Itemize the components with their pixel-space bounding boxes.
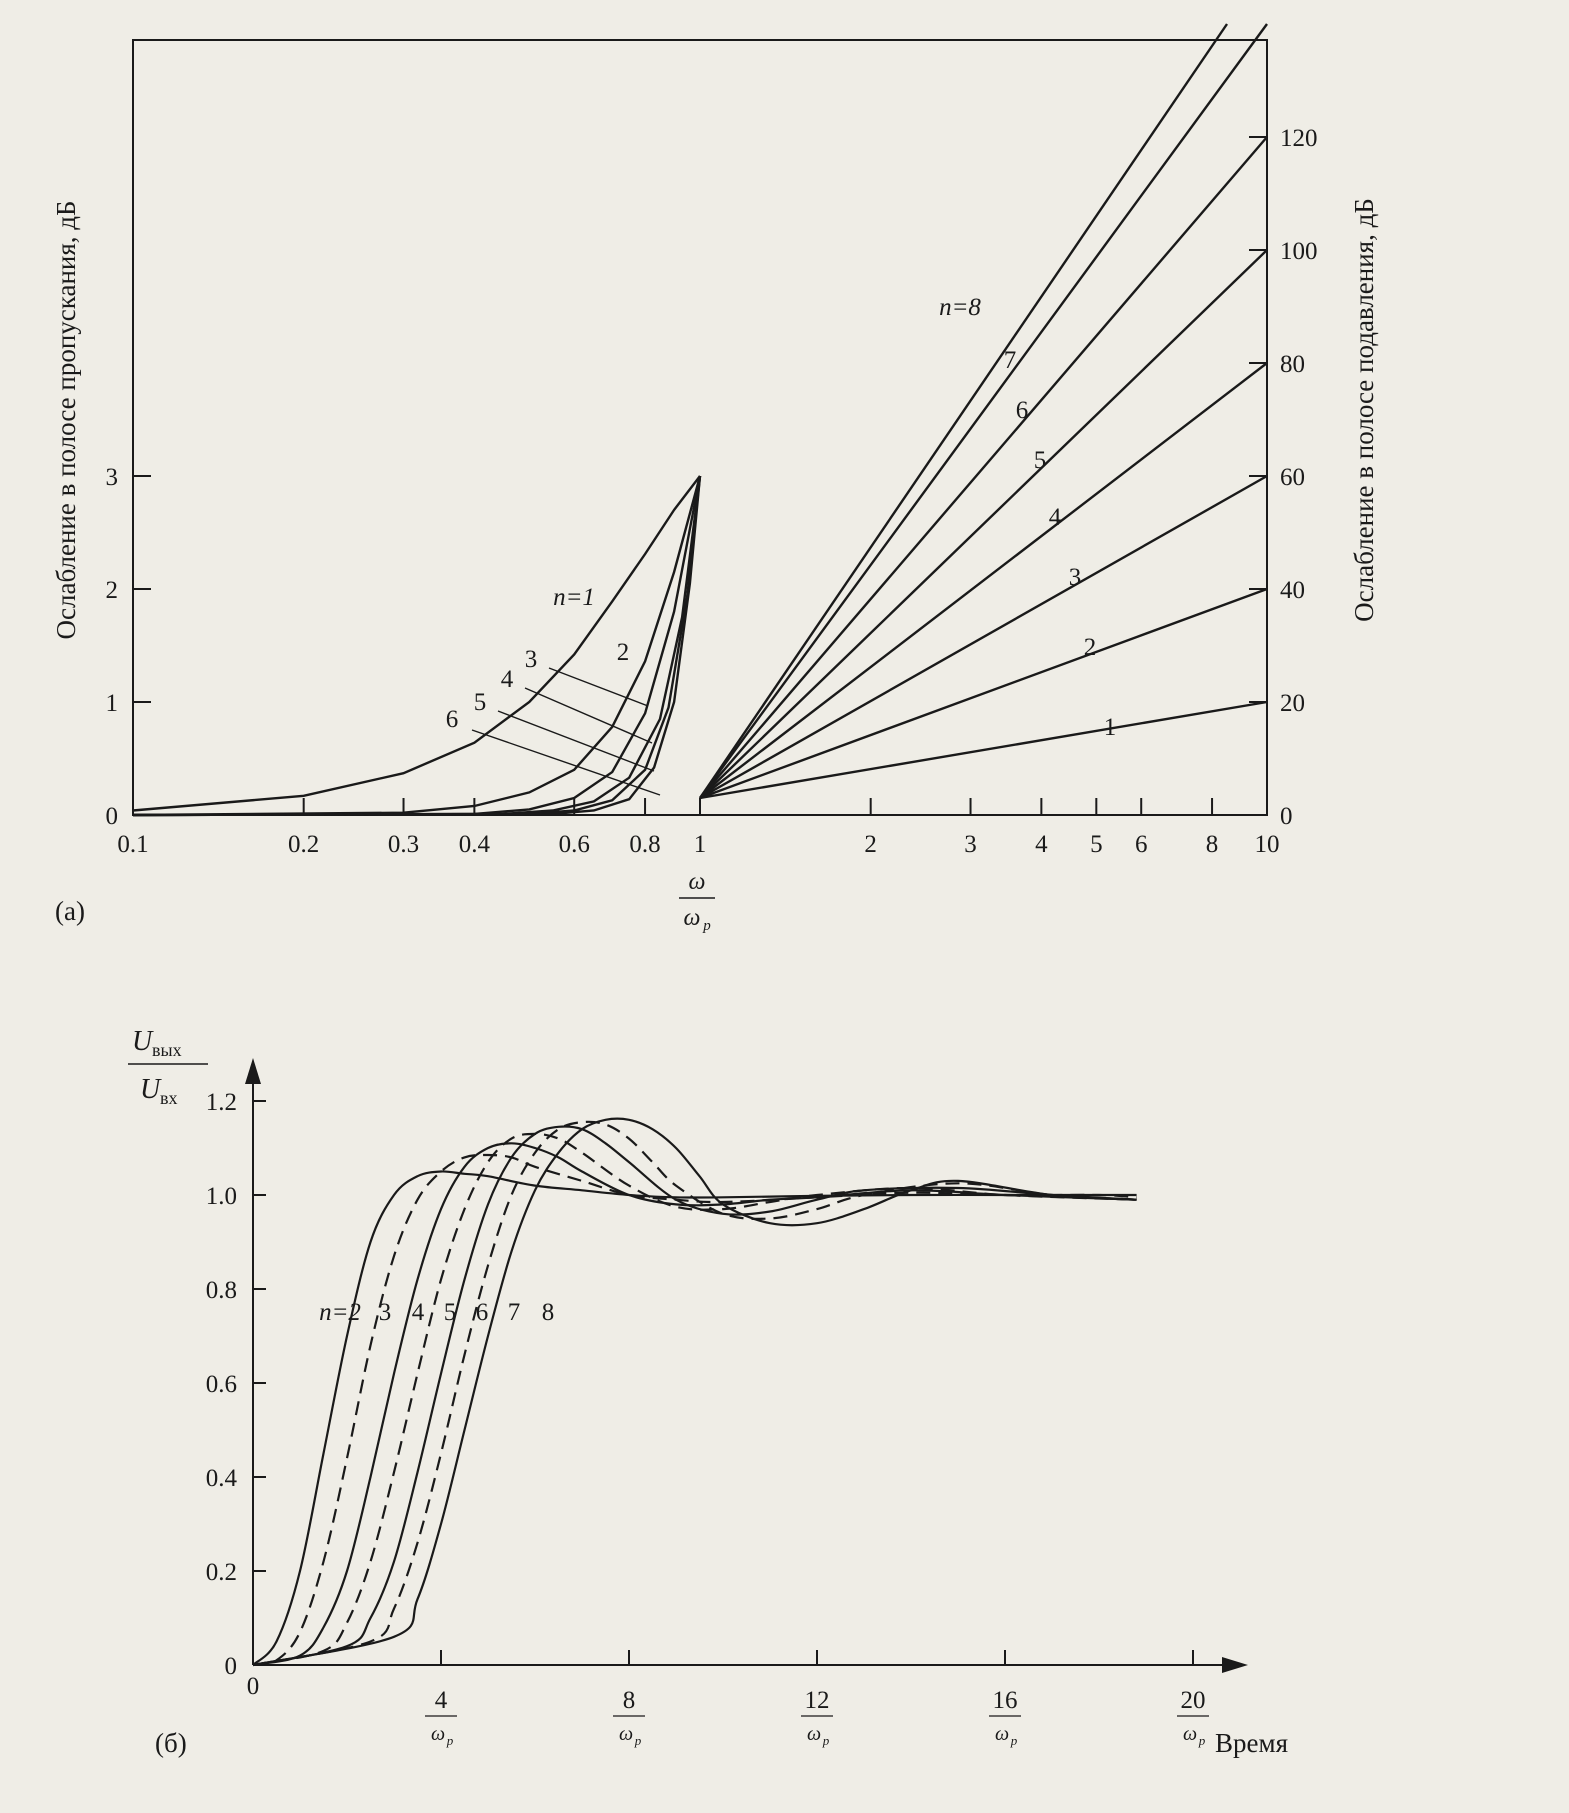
step-y-axis-numerator: U bbox=[132, 1026, 153, 1057]
step-y-tick-label: 1.2 bbox=[205, 1089, 237, 1116]
stopband-curve-label-n1: 1 bbox=[1103, 714, 1117, 741]
step-response-curves bbox=[253, 1119, 1137, 1665]
stopband-curve-label-n8: n=8 bbox=[939, 294, 981, 321]
stopband-curve-n2 bbox=[700, 589, 1267, 798]
frequency-x-tick-label: 0.1 bbox=[117, 831, 149, 858]
stopband-curve-label-n5: 5 bbox=[1033, 447, 1047, 474]
stopband-y-tick-label: 60 bbox=[1280, 464, 1305, 491]
frequency-x-ticks bbox=[117, 798, 1279, 858]
frequency-x-tick-label: 0.6 bbox=[558, 831, 590, 858]
passband-curve-label-n4: 4 bbox=[500, 666, 514, 693]
step-x-tick-numerator: 12 bbox=[804, 1687, 830, 1714]
stopband-y-tick-label: 120 bbox=[1280, 125, 1318, 152]
step-x-tick-denominator-sub: р bbox=[634, 1733, 642, 1748]
stopband-y-ticks bbox=[1249, 125, 1318, 830]
frequency-x-tick-label: 0.8 bbox=[629, 831, 661, 858]
stopband-curve-label-n4: 4 bbox=[1048, 504, 1062, 531]
frequency-x-tick-label: 1 bbox=[693, 831, 707, 858]
passband-curve-label-n2: 2 bbox=[616, 639, 630, 666]
frequency-x-tick-label: 0.2 bbox=[288, 831, 320, 858]
panel-a-label: (a) bbox=[55, 896, 85, 926]
stopband-curve-n6 bbox=[700, 137, 1267, 798]
stopband-curves bbox=[700, 24, 1267, 798]
stopband-curve-label-n7: 7 bbox=[1003, 347, 1017, 374]
stopband-y-tick-label: 40 bbox=[1280, 577, 1305, 604]
frequency-x-tick-label: 0.3 bbox=[387, 831, 420, 858]
stopband-y-axis-title: Ослабление в полосе подавления, дБ bbox=[1349, 198, 1379, 622]
step-curve-label-n4: 4 bbox=[411, 1299, 425, 1326]
step-curve-label-n3: 3 bbox=[378, 1299, 392, 1326]
stopband-curve-n7 bbox=[700, 24, 1267, 798]
passband-curve-n1 bbox=[133, 476, 700, 811]
step-curve-label-n7: 7 bbox=[507, 1299, 521, 1326]
panel-b-step-response-chart bbox=[128, 1026, 1288, 1758]
step-y-tick-label: 0 bbox=[224, 1653, 237, 1680]
stopband-curve-label-n6: 6 bbox=[1015, 397, 1029, 424]
passband-y-ticks bbox=[106, 464, 152, 830]
passband-curve-label-leader bbox=[525, 688, 652, 743]
step-y-axis-title bbox=[128, 1026, 208, 1108]
step-x-tick-denominator-sub: р bbox=[1198, 1733, 1206, 1748]
panel-a-frame bbox=[133, 40, 1267, 815]
passband-curve-n2 bbox=[133, 476, 700, 815]
step-x-tick-numerator: 16 bbox=[992, 1687, 1018, 1714]
passband-y-axis-title: Ослабление в полосе пропускания, дБ bbox=[51, 200, 81, 640]
step-x-tick-denominator: ω bbox=[430, 1723, 446, 1745]
step-x-tick-denominator: ω bbox=[806, 1723, 822, 1745]
step-curve-label-n6: 6 bbox=[475, 1299, 489, 1326]
step-curve-order-labels bbox=[319, 1299, 554, 1326]
step-x-tick-denominator: ω bbox=[618, 1723, 634, 1745]
frequency-x-tick-label: 2 bbox=[864, 831, 877, 858]
stopband-curve-n8 bbox=[700, 24, 1227, 798]
panel-a-attenuation-chart bbox=[51, 24, 1379, 934]
step-curve-label-n5: 5 bbox=[443, 1299, 457, 1326]
passband-curve-n3 bbox=[133, 476, 700, 815]
passband-y-tick-label: 2 bbox=[105, 577, 118, 604]
stopband-curve-n4 bbox=[700, 363, 1267, 798]
step-y-tick-label: 0.8 bbox=[205, 1277, 237, 1304]
passband-curve-n6 bbox=[133, 476, 700, 815]
frequency-x-tick-label: 10 bbox=[1254, 831, 1280, 858]
passband-y-tick-label: 1 bbox=[105, 690, 118, 717]
frequency-x-axis-numerator: ω bbox=[688, 869, 706, 895]
panel-b-label: (б) bbox=[155, 1728, 187, 1758]
step-y-axis-denominator: U bbox=[140, 1074, 161, 1105]
frequency-x-tick-label: 6 bbox=[1134, 831, 1148, 858]
passband-curve-label-n1: n=1 bbox=[553, 584, 595, 611]
step-y-tick-label: 0.6 bbox=[205, 1371, 237, 1398]
passband-curve-label-n3: 3 bbox=[524, 646, 538, 673]
passband-curve-n4 bbox=[133, 476, 700, 815]
step-x-tick-denominator-sub: р bbox=[1010, 1733, 1018, 1748]
step-y-tick-label: 1.0 bbox=[205, 1183, 237, 1210]
step-y-axis-denominator-sub: вх bbox=[160, 1088, 178, 1108]
stopband-y-tick-label: 80 bbox=[1280, 351, 1305, 378]
step-curve-label-n2: n=2 bbox=[319, 1299, 361, 1326]
step-y-ticks bbox=[206, 1089, 266, 1680]
frequency-x-tick-label: 3 bbox=[964, 831, 977, 858]
frequency-x-axis-denominator: ω bbox=[683, 905, 701, 931]
step-y-axis-numerator-sub: вых bbox=[152, 1040, 182, 1060]
passband-y-tick-label: 3 bbox=[105, 464, 118, 491]
passband-curve-label-n5: 5 bbox=[473, 689, 487, 716]
frequency-x-axis-title bbox=[679, 869, 715, 934]
stopband-y-tick-label: 20 bbox=[1280, 690, 1305, 717]
frequency-x-tick-label: 8 bbox=[1205, 831, 1219, 858]
passband-curve-label-n6: 6 bbox=[445, 706, 459, 733]
step-y-tick-label: 0.2 bbox=[205, 1559, 237, 1586]
step-x-axis-arrow-icon bbox=[1222, 1657, 1248, 1673]
step-x-tick-denominator-sub: р bbox=[446, 1733, 454, 1748]
step-x-tick-denominator-sub: р bbox=[822, 1733, 830, 1748]
step-curve-label-n8: 8 bbox=[541, 1299, 555, 1326]
step-x-tick-numerator: 8 bbox=[622, 1687, 636, 1714]
step-y-tick-label: 0.4 bbox=[205, 1465, 237, 1492]
frequency-x-tick-label: 5 bbox=[1090, 831, 1103, 858]
step-response-curve-n2 bbox=[253, 1171, 1137, 1665]
step-x-tick-denominator: ω bbox=[994, 1723, 1010, 1745]
step-x-axis-title: Время bbox=[1215, 1728, 1288, 1758]
step-x-tick-numerator: 4 bbox=[434, 1687, 448, 1714]
passband-curve-n5 bbox=[133, 476, 700, 815]
step-x-tick-denominator: ω bbox=[1182, 1723, 1198, 1745]
frequency-x-tick-label: 4 bbox=[1035, 831, 1048, 858]
stopband-curve-label-n2: 2 bbox=[1083, 634, 1097, 661]
step-x-tick-zero: 0 bbox=[246, 1673, 260, 1700]
passband-y-tick-label: 0 bbox=[105, 803, 118, 830]
passband-curves bbox=[133, 476, 700, 815]
stopband-curve-label-n3: 3 bbox=[1068, 564, 1082, 591]
step-y-axis-arrow-icon bbox=[245, 1058, 261, 1084]
stopband-y-tick-label: 100 bbox=[1280, 238, 1318, 265]
stopband-y-tick-label: 0 bbox=[1280, 803, 1293, 830]
frequency-x-tick-label: 0.4 bbox=[458, 831, 490, 858]
frequency-x-axis-denominator-sub: р bbox=[703, 918, 711, 934]
step-x-tick-numerator: 20 bbox=[1180, 1687, 1206, 1714]
